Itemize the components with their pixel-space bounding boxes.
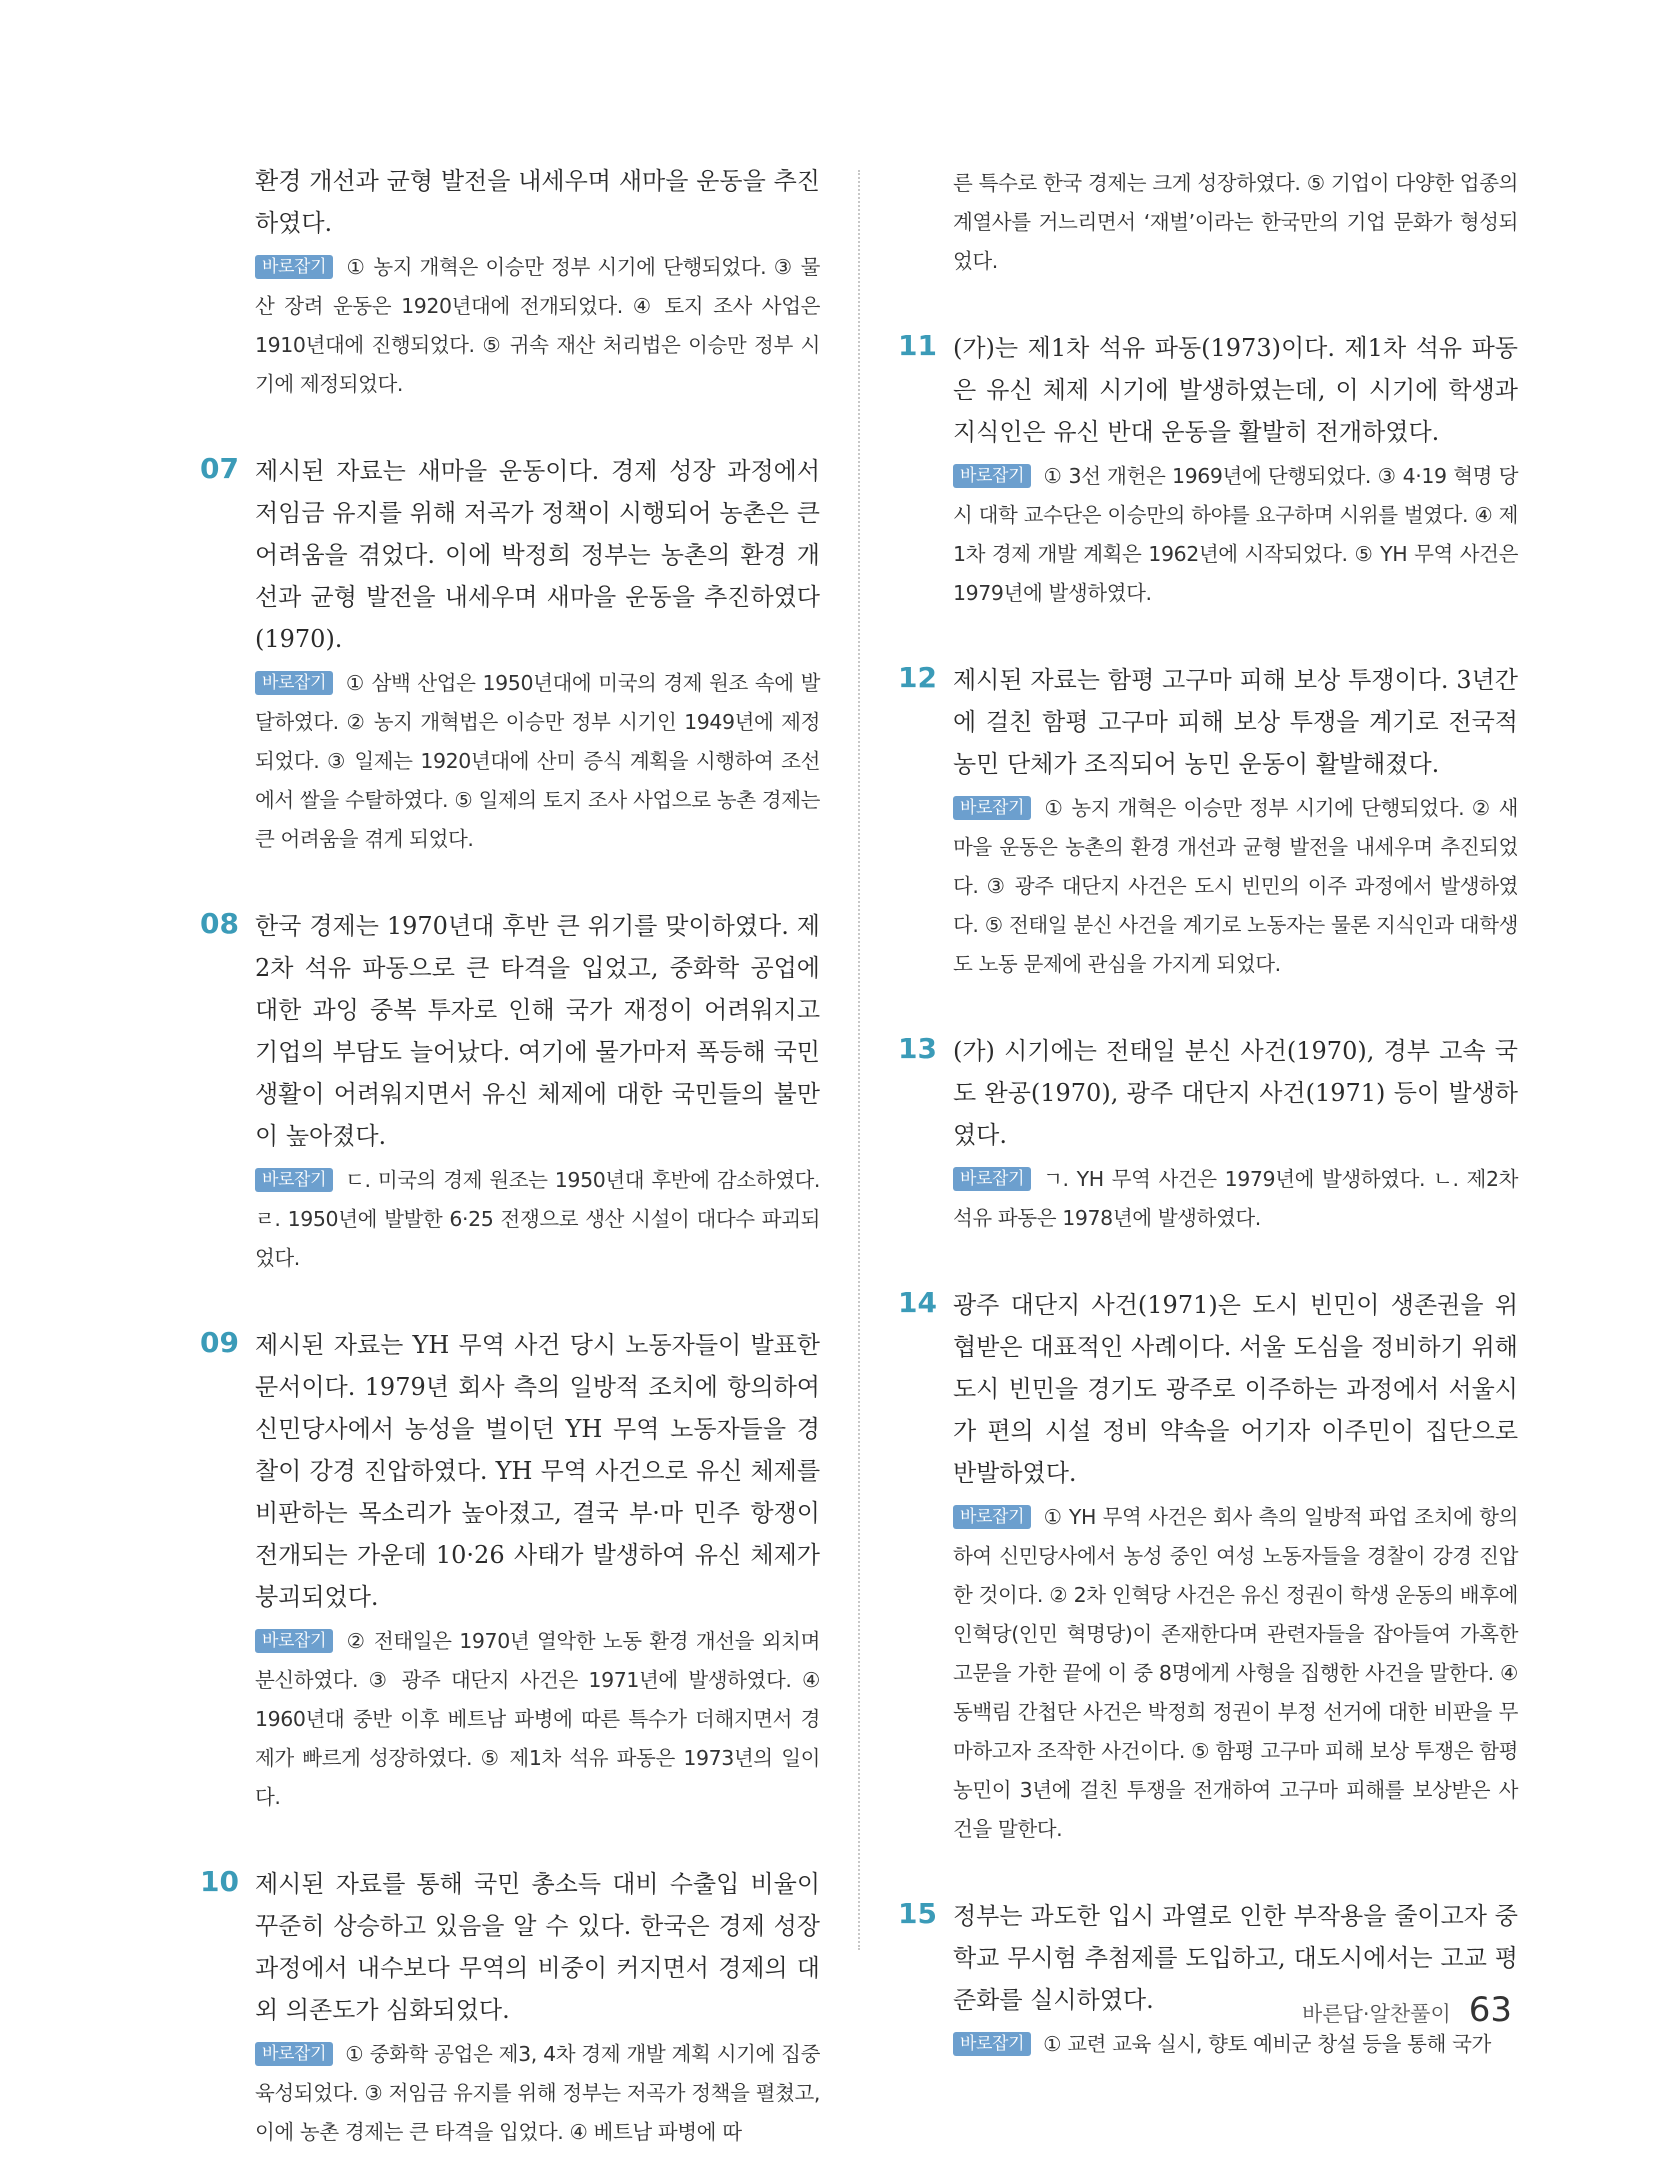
question-explanation: 제시된 자료는 YH 무역 사건 당시 노동자들이 발표한 문서이다. 1979년 회사 측의 일방적 조치에 항의하여 신민당사에서 농성을 벌이던 YH 무역 노동자들을 경찰이 강경 진압하였다. YH 무역 사건으로 유신 체제를 비판하는 목소리가 높아졌고, 결국 부·마 민주 항쟁이 전개되는 가운데 10·26 사태가 발생하여 유신 체제가 붕괴되었다. [255, 1331, 820, 1611]
question-number: 15 [898, 1897, 937, 1930]
q10-correction-continued: 른 특수로 한국 경제는 크게 성장하였다. ⑤ 기업이 다양한 업종의 계열사를 거느리면서 ‘재벌’이라는 한국만의 기업 문화가 형성되었다. [953, 171, 1518, 273]
question-12 [898, 659, 1518, 984]
correction-badge: 바로잡기 [953, 2032, 1031, 2056]
correction-note [255, 2035, 820, 2152]
q06-continued-text: 환경 개선과 균형 발전을 내세우며 새마을 운동을 추진하였다. [255, 167, 820, 237]
correction-text: ① 농지 개혁은 이승만 정부 시기에 단행되었다. ② 새마을 운동은 농촌의 환경 개선과 균형 발전을 내세우며 추진되었다. ③ 광주 대단지 사건은 도시 빈민의 이주 과정에서 발생하였다. ⑤ 전태일 분신 사건을 계기로 노동자는 물론 지식인과 대학생도 노동 문제에 관심을 가지게 되었다. [953, 796, 1518, 976]
page-number: 63 [1468, 1990, 1512, 2030]
question-explanation: 광주 대단지 사건(1971)은 도시 빈민이 생존권을 위협받은 대표적인 사례이다. 서울 도심을 정비하기 위해 도시 빈민을 경기도 광주로 이주하는 과정에서 서울시가 편의 시설 정비 약속을 어기자 이주민이 집단으로 반발하였다. [953, 1291, 1518, 1487]
question-13 [898, 1030, 1518, 1238]
correction-text: ① 삼백 산업은 1950년대에 미국의 경제 원조 속에 발달하였다. ② 농지 개혁법은 이승만 정부 시기인 1949년에 제정되었다. ③ 일제는 1920년대에 산미 증식 계획을 시행하여 조선에서 쌀을 수탈하였다. ⑤ 일제의 토지 조사 사업으로 농촌 경제는 큰 어려움을 겪게 되었다. [255, 671, 820, 851]
question-number: 07 [200, 452, 239, 485]
correction-note [953, 1498, 1518, 1849]
correction-text: ① 중화학 공업은 제3, 4차 경제 개발 계획 시기에 집중 육성되었다. ③ 저임금 유지를 위해 정부는 저곡가 정책을 펼쳤고, 이에 농촌 경제는 큰 타격을 입었다. ④ 베트남 파병에 따 [255, 2042, 820, 2144]
question-number: 08 [200, 907, 239, 940]
correction-badge: 바로잡기 [255, 1168, 333, 1192]
question-explanation: (가) 시기에는 전태일 분신 사건(1970), 경부 고속 국도 완공(1970), 광주 대단지 사건(1971) 등이 발생하였다. [953, 1037, 1518, 1149]
q06-correction-note [255, 248, 820, 404]
correction-badge: 바로잡기 [255, 2042, 333, 2066]
correction-badge: 바로잡기 [953, 464, 1031, 488]
correction-note [255, 1622, 820, 1817]
footer-label: 바른답·알찬풀이 [1302, 2002, 1451, 2026]
question-10 [200, 1863, 820, 2152]
question-15 [898, 1895, 1518, 2064]
question-14 [898, 1284, 1518, 1849]
correction-note [255, 664, 820, 859]
question-11 [898, 327, 1518, 613]
correction-badge: 바로잡기 [255, 1629, 333, 1653]
column-divider [858, 170, 860, 1950]
question-09 [200, 1324, 820, 1817]
correction-badge: 바로잡기 [255, 255, 333, 279]
question-explanation: 한국 경제는 1970년대 후반 큰 위기를 맞이하였다. 제2차 석유 파동으로 큰 타격을 입었고, 중화학 공업에 대한 과잉 중복 투자로 인해 국가 재정이 어려워지고 기업의 부담도 늘어났다. 여기에 물가마저 폭등해 국민 생활이 어려워지면서 유신 체제에 대한 국민들의 불만이 높아졌다. [255, 912, 820, 1150]
correction-note [953, 457, 1518, 613]
correction-text: ① YH 무역 사건은 회사 측의 일방적 파업 조치에 항의하여 신민당사에서 농성 중인 여성 노동자들을 경찰이 강경 진압한 것이다. ② 2차 인혁당 사건은 유신 정권이 학생 운동의 배후에 인혁당(인민 혁명당)이 존재한다며 관련자들을 잡아들여 가혹한 고문을 가한 끝에 이 중 8명에게 사형을 집행한 사건을 말한다. ④ 동백림 간첩단 사건은 박정희 정권이 부정 선거에 대한 비판을 무마하고자 조작한 사건이다. ⑤ 함평 고구마 피해 보상 투쟁은 함평 농민이 3년에 걸친 투쟁을 전개하여 고구마 피해를 보상받은 사건을 말한다. [953, 1505, 1518, 1841]
right-column [898, 160, 1518, 2064]
question-explanation: 제시된 자료는 함평 고구마 피해 보상 투쟁이다. 3년간에 걸친 함평 고구마 피해 보상 투쟁을 계기로 전국적 농민 단체가 조직되어 농민 운동이 활발해졌다. [953, 666, 1518, 778]
correction-badge: 바로잡기 [953, 1167, 1031, 1191]
correction-note [953, 1160, 1518, 1238]
question-number: 13 [898, 1032, 937, 1065]
q06-correction-text: ① 농지 개혁은 이승만 정부 시기에 단행되었다. ③ 물산 장려 운동은 1920년대에 전개되었다. ④ 토지 조사 사업은 1910년대에 진행되었다. ⑤ 귀속 재산 처리법은 이승만 정부 시기에 제정되었다. [255, 255, 820, 396]
correction-note [255, 1161, 820, 1278]
question-explanation: (가)는 제1차 석유 파동(1973)이다. 제1차 석유 파동은 유신 체제 시기에 발생하였는데, 이 시기에 학생과 지식인은 유신 반대 운동을 활발히 전개하였다. [953, 334, 1518, 446]
question-08 [200, 905, 820, 1278]
question-number: 11 [898, 329, 937, 362]
correction-note [953, 2025, 1518, 2064]
correction-text: ① 교련 교육 실시, 향토 예비군 창설 등을 통해 국가 [1043, 2032, 1491, 2056]
left-column [200, 160, 820, 2152]
question-explanation: 제시된 자료는 새마을 운동이다. 경제 성장 과정에서 저임금 유지를 위해 저곡가 정책이 시행되어 농촌은 큰 어려움을 겪었다. 이에 박정희 정부는 농촌의 환경 개선과 균형 발전을 내세우며 새마을 운동을 추진하였다(1970). [255, 457, 820, 653]
q06-continuation [200, 160, 820, 404]
correction-note [953, 789, 1518, 984]
question-number: 12 [898, 661, 937, 694]
question-07 [200, 450, 820, 859]
correction-text: ㄱ. YH 무역 사건은 1979년에 발생하였다. ㄴ. 제2차 석유 파동은 1978년에 발생하였다. [953, 1167, 1518, 1230]
correction-badge: 바로잡기 [953, 796, 1031, 820]
page-footer [1302, 1990, 1512, 2030]
correction-text: ㄷ. 미국의 경제 원조는 1950년대 후반에 감소하였다. ㄹ. 1950년에 발발한 6·25 전쟁으로 생산 시설이 대다수 파괴되었다. [255, 1168, 820, 1270]
q10-continuation [898, 164, 1518, 281]
question-number: 09 [200, 1326, 239, 1359]
question-explanation: 정부는 과도한 입시 과열로 인한 부작용을 줄이고자 중학교 무시험 추첨제를 도입하고, 대도시에서는 고교 평준화를 실시하였다. [953, 1902, 1518, 2014]
question-number: 10 [200, 1865, 239, 1898]
correction-text: ① 3선 개헌은 1969년에 단행되었다. ③ 4·19 혁명 당시 대학 교수단은 이승만의 하야를 요구하며 시위를 벌였다. ④ 제1차 경제 개발 계획은 1962년에 시작되었다. ⑤ YH 무역 사건은 1979년에 발생하였다. [953, 464, 1518, 605]
correction-badge: 바로잡기 [255, 671, 333, 695]
correction-badge: 바로잡기 [953, 1505, 1031, 1529]
correction-text: ② 전태일은 1970년 열악한 노동 환경 개선을 외치며 분신하였다. ③ 광주 대단지 사건은 1971년에 발생하였다. ④ 1960년대 중반 이후 베트남 파병에 따른 특수가 더해지면서 경제가 빠르게 성장하였다. ⑤ 제1차 석유 파동은 1973년의 일이다. [255, 1629, 820, 1809]
question-explanation: 제시된 자료를 통해 국민 총소득 대비 수출입 비율이 꾸준히 상승하고 있음을 알 수 있다. 한국은 경제 성장 과정에서 내수보다 무역의 비중이 커지면서 경제의 대외 의존도가 심화되었다. [255, 1870, 820, 2024]
question-number: 14 [898, 1286, 937, 1319]
